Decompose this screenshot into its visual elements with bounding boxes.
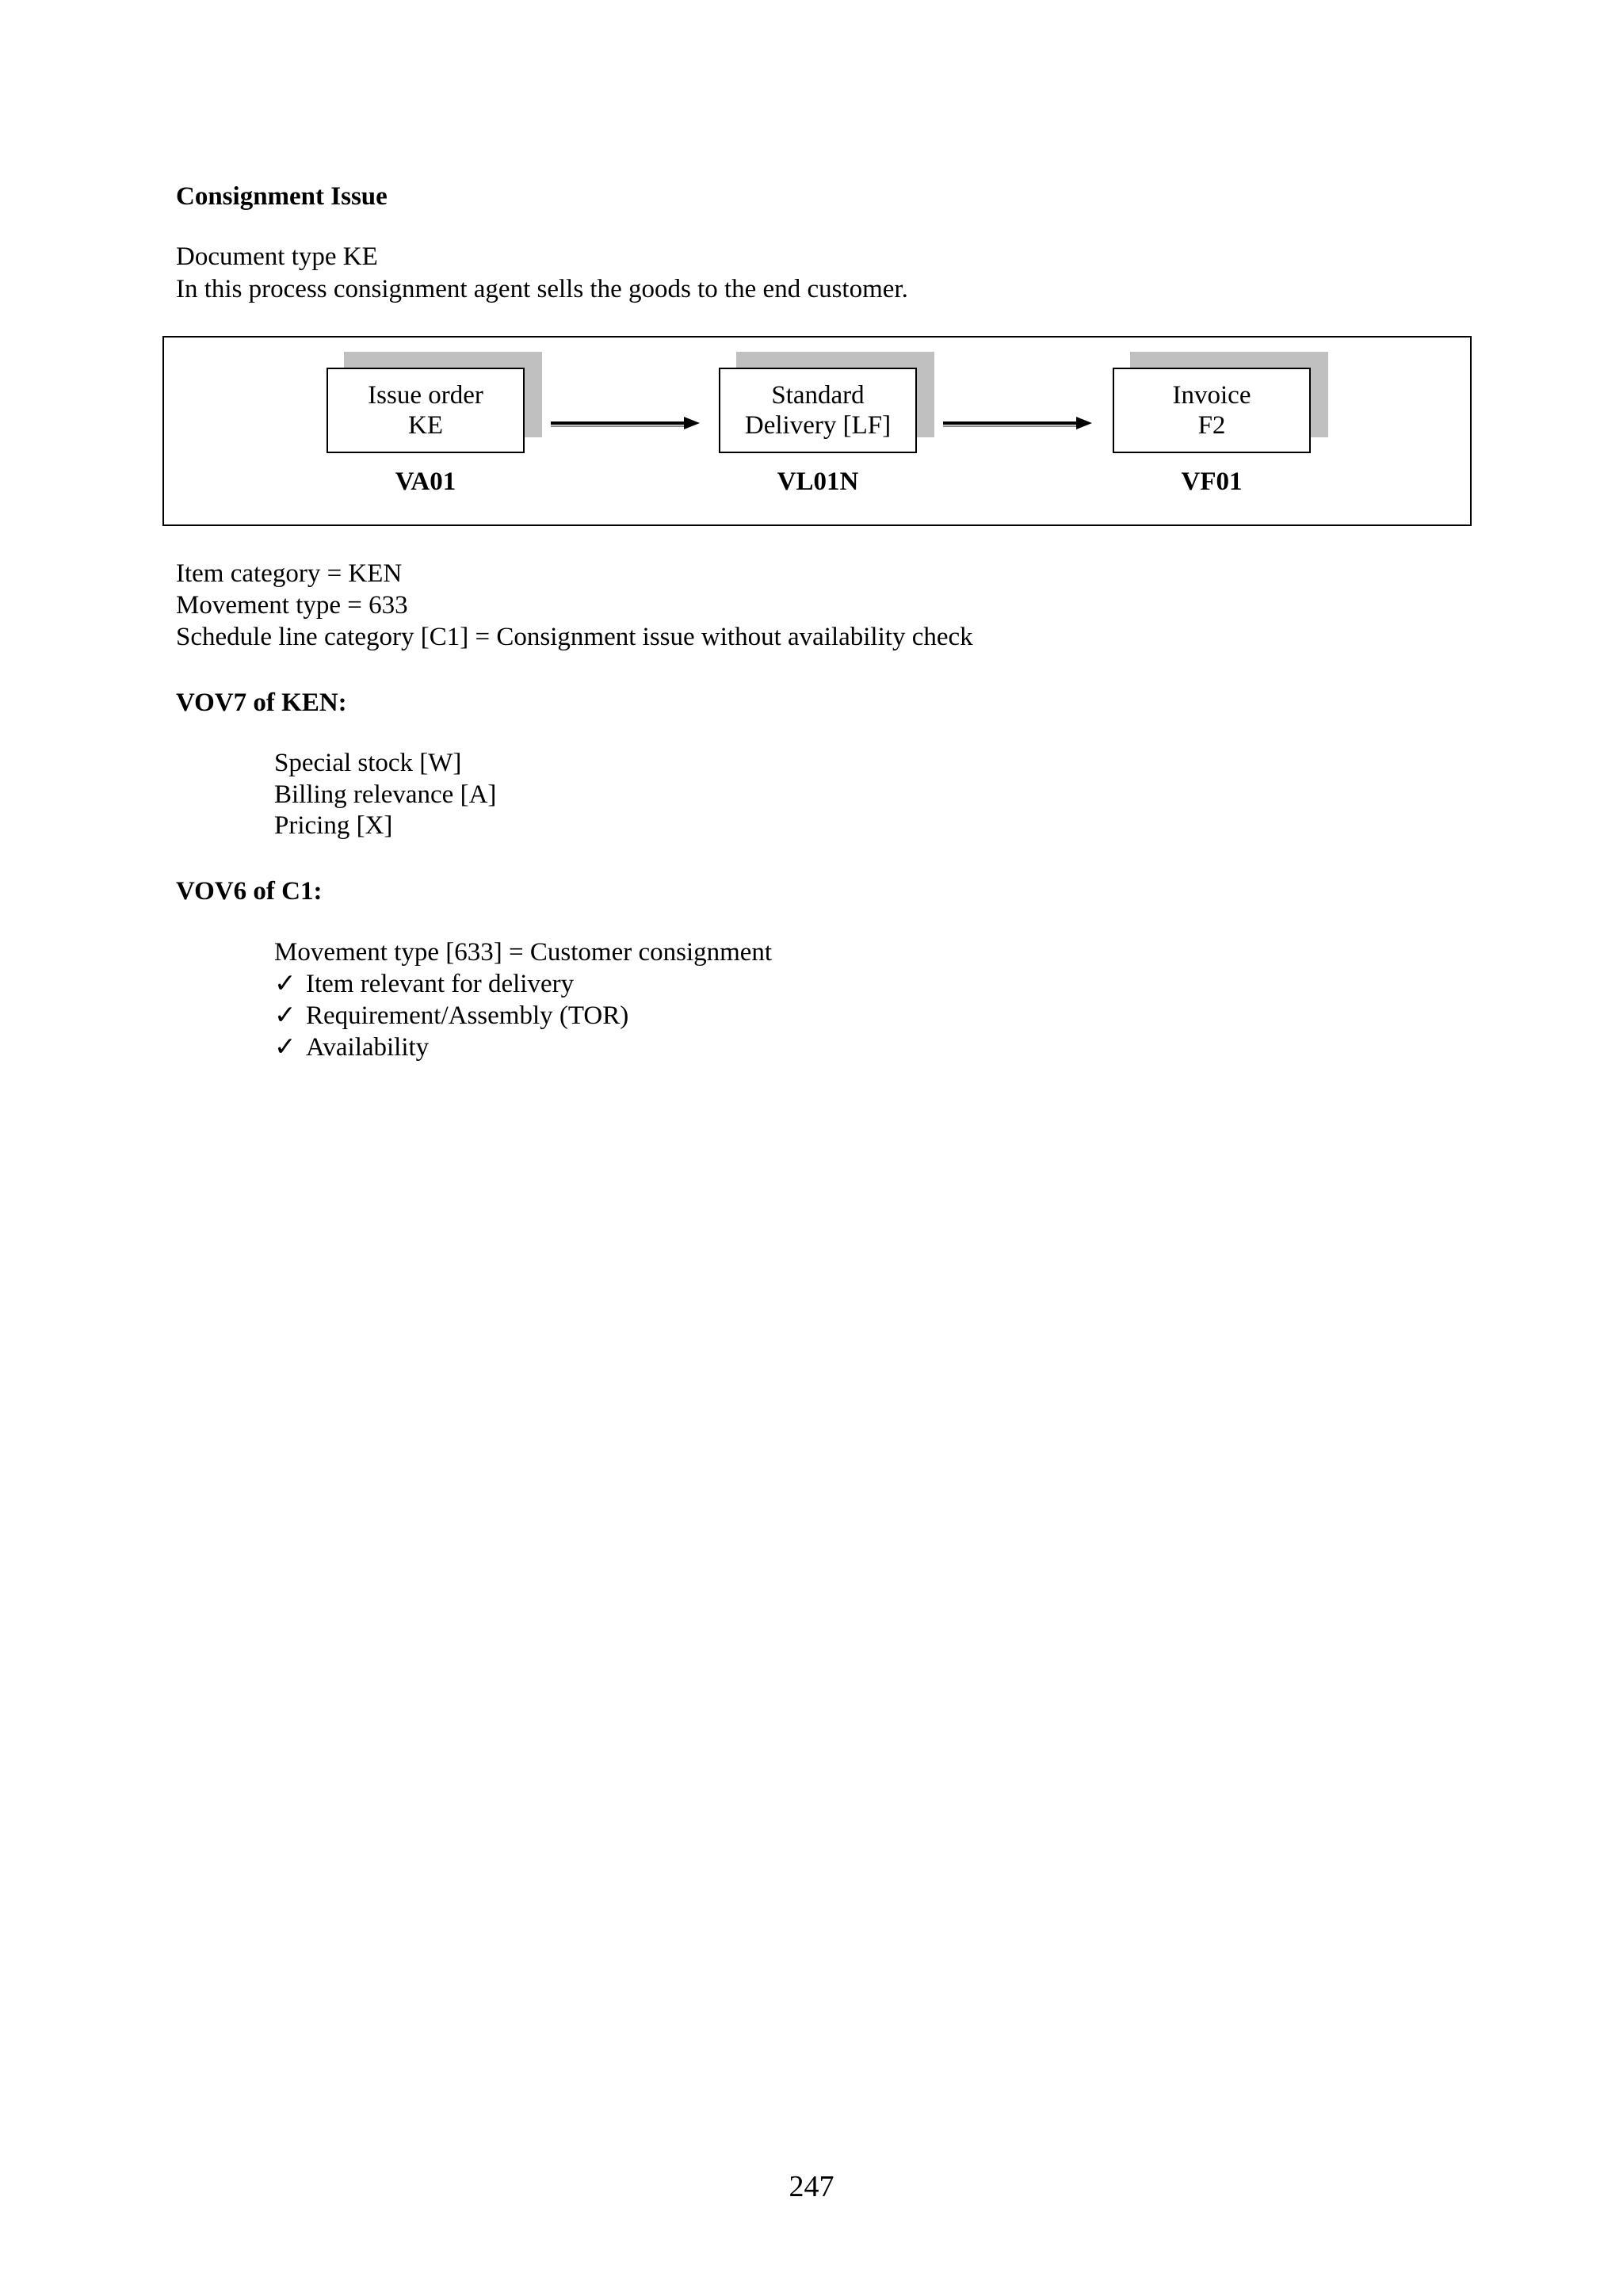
page-number: 247 bbox=[789, 2170, 834, 2203]
checkmark-icon: ✓ bbox=[274, 1001, 296, 1030]
vov7-heading: VOV7 of KEN: bbox=[176, 688, 347, 717]
flow-step-label: Issue order bbox=[368, 381, 483, 410]
item-category-line: Item category = KEN bbox=[176, 559, 403, 588]
vov7-item: Special stock [W] bbox=[274, 749, 462, 777]
intro-description: In this process consignment agent sells the goods to the end customer. bbox=[176, 275, 908, 303]
flow-step-sublabel: F2 bbox=[1197, 411, 1226, 440]
checklist-item-label: Requirement/Assembly (TOR) bbox=[306, 1001, 629, 1030]
flow-step-sublabel: KE bbox=[408, 411, 443, 440]
flow-step-invoice bbox=[1113, 368, 1311, 453]
vov7-item: Pricing [X] bbox=[274, 811, 393, 840]
process-flow-diagram bbox=[162, 336, 1472, 526]
checklist-item-label: Availability bbox=[306, 1033, 430, 1062]
flow-step-box bbox=[1113, 368, 1311, 453]
section-heading: Consignment Issue bbox=[176, 182, 388, 211]
vov7-item: Billing relevance [A] bbox=[274, 780, 497, 809]
movement-type-line: Movement type = 633 bbox=[176, 591, 408, 620]
arrow-right-icon bbox=[551, 415, 701, 431]
schedule-line-category-line: Schedule line category [C1] = Consignment issue without availability check bbox=[176, 623, 973, 651]
checklist-item-label: Item relevant for delivery bbox=[306, 970, 575, 998]
document-type-line: Document type KE bbox=[176, 242, 378, 271]
arrow-right-icon bbox=[943, 415, 1094, 431]
vov6-heading: VOV6 of C1: bbox=[176, 877, 323, 906]
tcode-label: VF01 bbox=[1181, 467, 1243, 496]
checklist-item bbox=[274, 1032, 429, 1063]
tcode-label: VL01N bbox=[777, 467, 859, 496]
flow-step-standard-delivery bbox=[719, 368, 917, 453]
checklist-item bbox=[274, 1000, 628, 1032]
flow-step-label: Standard bbox=[771, 381, 865, 410]
vov6-movement-type-line: Movement type [633] = Customer consignment bbox=[274, 938, 773, 967]
flow-step-sublabel: Delivery [LF] bbox=[744, 411, 892, 440]
checkmark-icon: ✓ bbox=[274, 1033, 296, 1062]
checkmark-icon: ✓ bbox=[274, 970, 296, 998]
flow-step-issue-order bbox=[327, 368, 525, 453]
checklist-item bbox=[274, 968, 574, 1000]
flow-step-label: Invoice bbox=[1172, 381, 1251, 410]
flow-step-box bbox=[327, 368, 525, 453]
tcode-label: VA01 bbox=[395, 467, 456, 496]
flow-step-box bbox=[719, 368, 917, 453]
